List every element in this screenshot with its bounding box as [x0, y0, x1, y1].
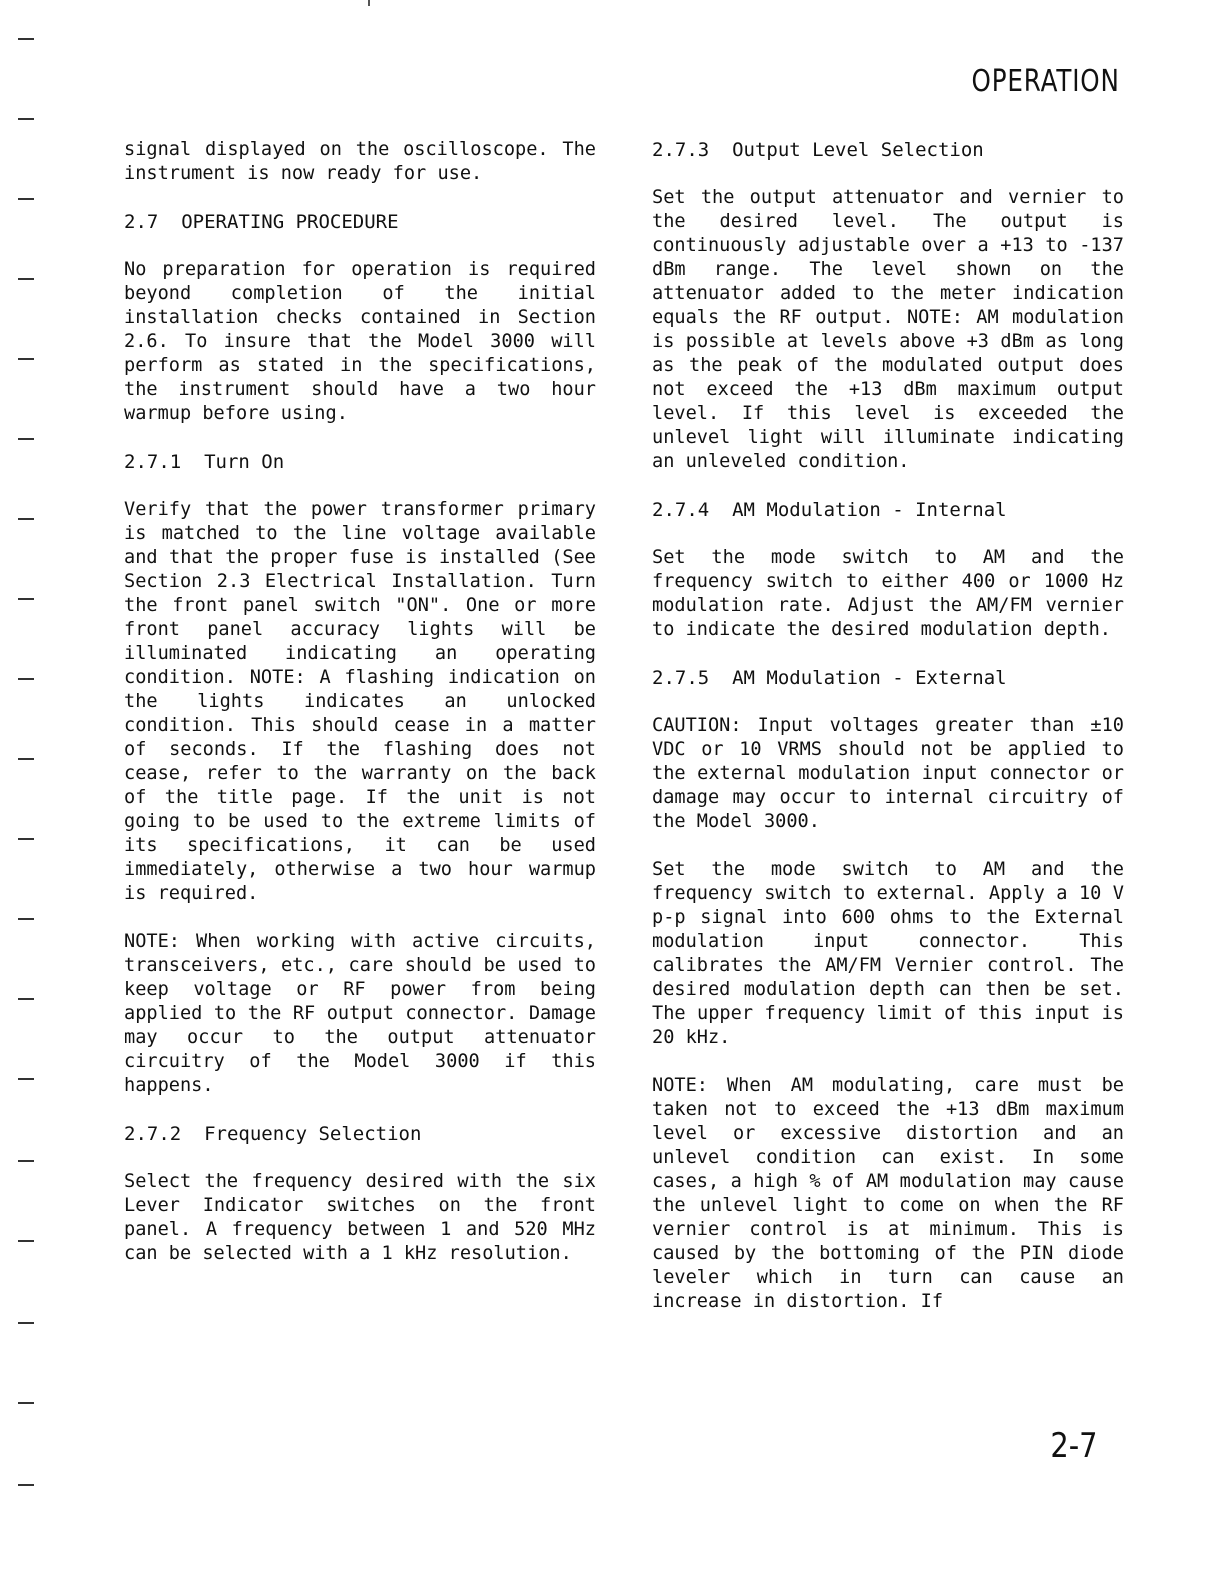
margin-mark [18, 118, 34, 120]
margin-mark [18, 358, 34, 360]
paragraph-2-7-1: Verify that the power transformer primary is matched to the line voltage available and that the proper fuse is installed (See Section 2.3 Electrical Installation. Turn the front panel switch "ON". One or more front panel accuracy lights will be illuminated indicating an operating condition. NOTE: A flashing indication on the lights indicates an unlocked condition. This should cease in a matter of seconds. If the flashing does not cease, refer to the warranty on the back of the title page. If the unit is not going to be used to the extreme limits of its specifications, it can be used immediately, otherwise a two hour warmup is required. [124, 499, 596, 904]
note-paragraph-left: NOTE: When working with active circuits, transceivers, etc., care should be used to keep voltage or RF power from being applied to the RF output connector. Damage may occur to the output attenuator circuitry of the Model 3000 if this happens. [124, 931, 596, 1096]
margin-mark [18, 678, 34, 680]
margin-mark [18, 1484, 34, 1486]
margin-mark [18, 1322, 34, 1324]
margin-mark [18, 278, 34, 280]
margin-mark [18, 518, 34, 520]
margin-mark [18, 598, 34, 600]
margin-mark [18, 198, 34, 200]
caution-paragraph: CAUTION: Input voltages greater than ±10 VDC or 10 VRMS should not be applied to the external modulation input connector or damage may occur to internal circuitry of the Model 3000. [652, 715, 1124, 832]
section-heading-2-7-4: 2.7.4 AM Modulation - Internal [652, 499, 1007, 521]
section-heading-2-7-3: 2.7.3 Output Level Selection [652, 139, 984, 161]
intro-paragraph: signal displayed on the oscilloscope. The instrument is now ready for use. [124, 139, 596, 184]
margin-mark [18, 1078, 34, 1080]
page-header-title: OPERATION [971, 64, 1120, 99]
margin-mark [18, 1160, 34, 1162]
scan-mark [368, 0, 370, 6]
paragraph-2-7-5: Set the mode switch to AM and the frequency switch to external. Apply a 10 V p-p signal into 600 ohms to the External modulation input connector. This calibrates the AM/FM Vernier control. The desired modulation depth can then be set. The upper frequency limit of this input is 20 kHz. [652, 859, 1124, 1048]
margin-mark [18, 838, 34, 840]
margin-mark [18, 998, 34, 1000]
margin-mark [18, 918, 34, 920]
section-heading-2-7-2: 2.7.2 Frequency Selection [124, 1123, 422, 1145]
margin-mark [18, 758, 34, 760]
binding-margin-marks [18, 0, 38, 1580]
section-heading-2-7-1: 2.7.1 Turn On [124, 451, 285, 473]
right-column [652, 138, 1124, 1314]
paragraph-2-7-2: Select the frequency desired with the six Lever Indicator switches on the front panel. A frequency between 1 and 520 MHz can be selected with a 1 kHz resolution. [124, 1171, 596, 1264]
margin-mark [18, 1402, 34, 1404]
paragraph-2-7-4: Set the mode switch to AM and the frequency switch to either 400 or 1000 Hz modulation rate. Adjust the AM/FM vernier to indicate the desired modulation depth. [652, 547, 1124, 640]
left-column [124, 138, 596, 1266]
paragraph-2-7: No preparation for operation is required beyond completion of the initial installation checks contained in Section 2.6. To insure that the Model 3000 will perform as stated in the specifications, the instrument should have a two hour warmup before using. [124, 259, 596, 424]
margin-mark [18, 438, 34, 440]
margin-mark [18, 1240, 34, 1242]
paragraph-2-7-3: Set the output attenuator and vernier to the desired level. The output is continuously adjustable over a +13 to -137 dBm range. The level shown on the attenuator added to the meter indication equals the RF output. NOTE: AM modulation is possible at levels above +3 dBm as long as the peak of the modulated output does not exceed the +13 dBm maximum output level. If this level is exceeded the unlevel light will illuminate indicating an unleveled condition. [652, 187, 1124, 472]
section-heading-2-7: 2.7 OPERATING PROCEDURE [124, 211, 399, 233]
note-paragraph-right: NOTE: When AM modulating, care must be taken not to exceed the +13 dBm maximum level or excessive distortion and an unlevel condition can exist. In some cases, a high % of AM modulation may cause the unlevel light to come on when the RF vernier control is at minimum. This is caused by the bottoming of the PIN diode leveler which in turn can cause an increase in distortion. If [652, 1075, 1124, 1312]
section-heading-2-7-5: 2.7.5 AM Modulation - External [652, 667, 1007, 689]
margin-mark [18, 38, 34, 40]
page-number: 2-7 [1050, 1426, 1098, 1466]
